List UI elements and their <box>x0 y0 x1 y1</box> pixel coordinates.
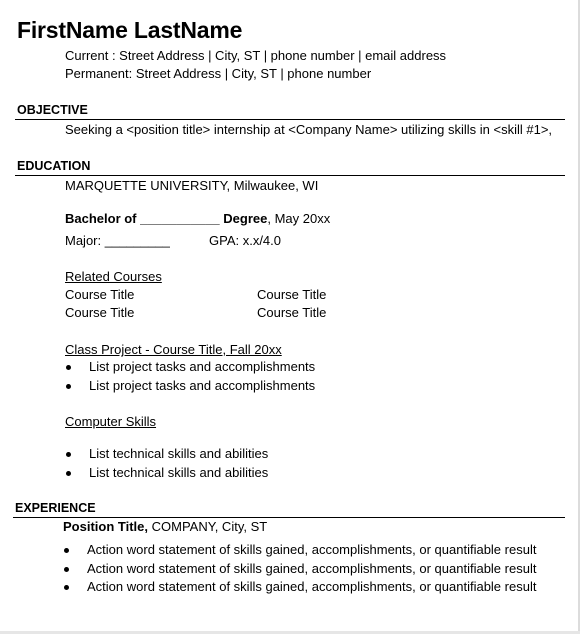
course-item: Course Title <box>257 305 327 320</box>
objective-heading: OBJECTIVE <box>17 103 88 117</box>
education-divider <box>15 175 565 176</box>
bullet-icon <box>66 471 71 476</box>
gpa: GPA: x.x/4.0 <box>209 233 282 248</box>
related-courses-heading: Related Courses <box>65 269 162 284</box>
bullet-icon <box>66 452 71 457</box>
objective-divider <box>15 119 565 120</box>
course-item: Course Title <box>65 305 135 320</box>
experience-divider <box>13 517 565 518</box>
major-line: Major: _________ <box>65 233 170 248</box>
bullet-icon <box>64 585 69 590</box>
project-item: List project tasks and accomplishments <box>89 359 316 374</box>
objective-text: Seeking a <position title> internship at <Company Name> utilizing skills in <skill #1>, <box>65 122 553 137</box>
position-title: Position Title, <box>63 519 148 534</box>
company-location: COMPANY, City, ST <box>148 519 268 534</box>
degree-date: , May 20xx <box>267 211 331 226</box>
degree-title: Bachelor of ___________ Degree <box>65 211 268 226</box>
degree-line <box>65 211 330 226</box>
experience-item: Action word statement of skills gained, accomplishments, or quantifiable result <box>87 542 537 557</box>
computer-skills-heading: Computer Skills <box>65 414 157 429</box>
skill-item: List technical skills and abilities <box>89 465 269 480</box>
current-address: Current : Street Address | City, ST | phone number | email address <box>65 48 447 63</box>
course-item: Course Title <box>257 287 327 302</box>
experience-heading: EXPERIENCE <box>15 501 96 515</box>
bullet-icon <box>66 384 71 389</box>
education-heading: EDUCATION <box>17 159 91 173</box>
position-line <box>63 519 267 534</box>
course-item: Course Title <box>65 287 135 302</box>
bullet-icon <box>64 567 69 572</box>
experience-item: Action word statement of skills gained, accomplishments, or quantifiable result <box>87 561 537 576</box>
skill-item: List technical skills and abilities <box>89 446 269 461</box>
experience-item: Action word statement of skills gained, accomplishments, or quantifiable result <box>87 579 537 594</box>
candidate-name: FirstName LastName <box>17 17 243 43</box>
class-project-heading: Class Project - Course Title, Fall 20xx <box>65 342 282 357</box>
bullet-icon <box>64 548 69 553</box>
bullet-icon <box>66 365 71 370</box>
permanent-address: Permanent: Street Address | City, ST | phone number <box>65 66 372 81</box>
school-name: MARQUETTE UNIVERSITY, Milwaukee, WI <box>65 178 319 193</box>
project-item: List project tasks and accomplishments <box>89 378 316 393</box>
